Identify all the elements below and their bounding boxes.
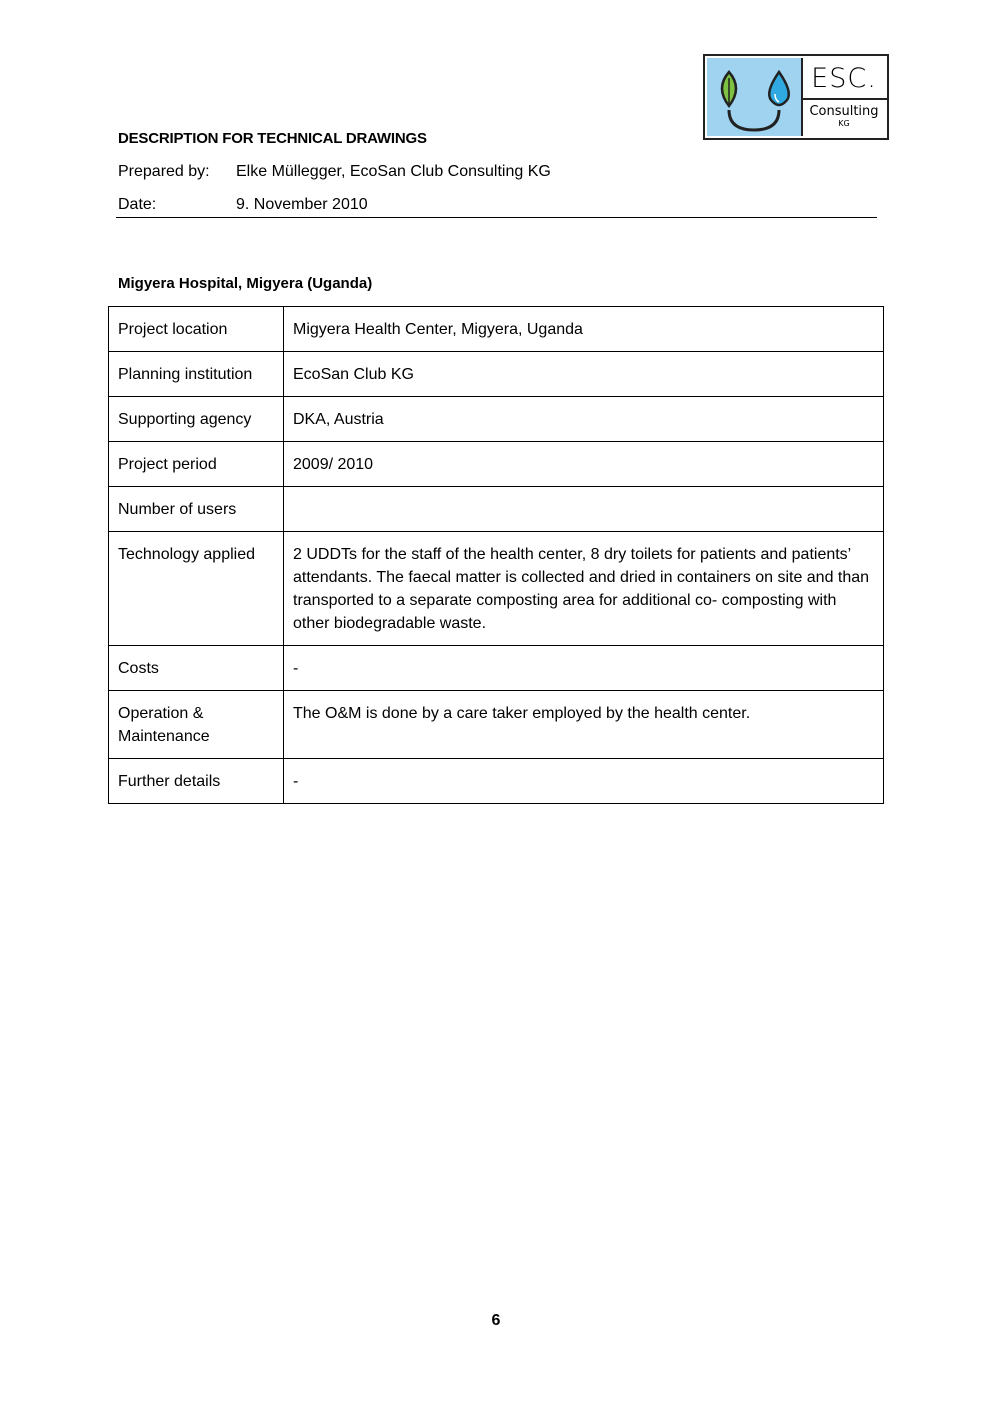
logo-graphic	[707, 58, 803, 136]
row-label: Further details	[109, 759, 284, 804]
date-label: Date:	[118, 196, 157, 213]
company-logo	[703, 54, 889, 140]
logo-name: ESC.	[801, 58, 887, 100]
row-label: Planning institution	[109, 352, 284, 397]
row-value: The O&M is done by a care taker employed by the health center.	[284, 691, 884, 759]
row-label: Supporting agency	[109, 397, 284, 442]
prepared-by-value: Elke Müllegger, EcoSan Club Consulting KG	[236, 163, 551, 180]
table-row	[109, 487, 884, 532]
table-row	[109, 759, 884, 804]
table-row	[109, 442, 884, 487]
row-label: Operation & Maintenance	[109, 691, 284, 759]
section-title: Migyera Hospital, Migyera (Uganda)	[118, 275, 373, 292]
row-value: EcoSan Club KG	[284, 352, 884, 397]
logo-subtitle	[801, 100, 887, 136]
logo-consulting-text: Consulting	[809, 104, 879, 119]
table-row	[109, 352, 884, 397]
document-title: DESCRIPTION FOR TECHNICAL DRAWINGS	[118, 130, 427, 147]
table-row	[109, 397, 884, 442]
row-value: -	[284, 646, 884, 691]
row-label: Number of users	[109, 487, 284, 532]
row-label: Costs	[109, 646, 284, 691]
row-value: DKA, Austria	[284, 397, 884, 442]
row-value: 2 UDDTs for the staff of the health center, 8 dry toilets for patients and patients’ attendants. The faecal matter is collected and dried in containers on site and than transported to a separate composting area for additional co- composting with other biodegradable waste.	[284, 532, 884, 646]
table-row	[109, 307, 884, 352]
table-row	[109, 691, 884, 759]
date-value: 9. November 2010	[236, 196, 368, 213]
row-value: -	[284, 759, 884, 804]
row-label: Technology applied	[109, 532, 284, 646]
project-info-table	[108, 306, 884, 804]
leaf-and-drop-icon	[707, 58, 801, 136]
row-label: Project location	[109, 307, 284, 352]
row-value	[284, 487, 884, 532]
row-value: Migyera Health Center, Migyera, Uganda	[284, 307, 884, 352]
row-label: Project period	[109, 442, 284, 487]
header-divider	[116, 217, 877, 218]
table-row	[109, 532, 884, 646]
prepared-by-label: Prepared by:	[118, 163, 210, 180]
page-number: 6	[491, 1312, 501, 1329]
logo-kg-text: KG	[838, 119, 850, 128]
row-value: 2009/ 2010	[284, 442, 884, 487]
table-row	[109, 646, 884, 691]
